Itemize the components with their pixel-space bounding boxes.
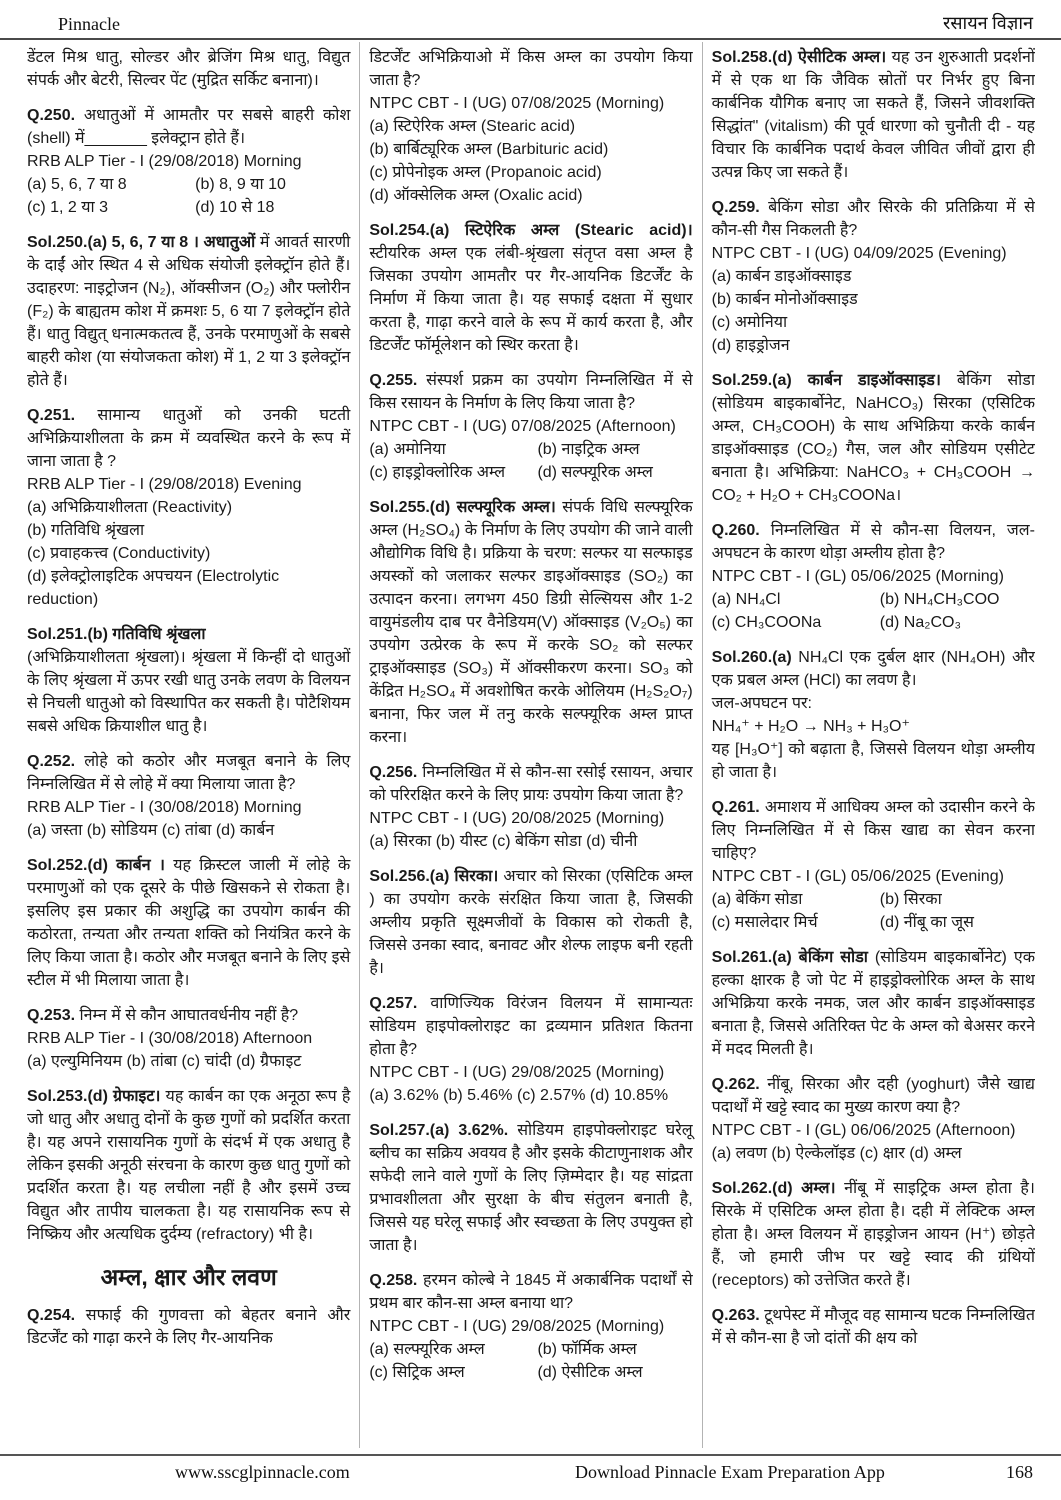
solution-line: NH₄⁺ + H₂O → NH₃ + H₃O⁺ (711, 718, 910, 735)
exam-source-line: NTPC CBT - I (GL) 05/06/2025 (Morning) (711, 568, 1004, 585)
option-item: (a) बेकिंग सोडा (711, 891, 803, 908)
options-line: (a) स्टिऐरिक अम्ल (Stearic acid) (369, 118, 576, 135)
solution-block: Sol.251.(b) गतिविधि श्रृंखला (27, 626, 206, 643)
site-url: www.sscglpinnacle.com (175, 1462, 350, 1482)
options-line: (b) कार्बन मोनोऑक्साइड (711, 291, 858, 308)
solution-paragraph: (अभिक्रियाशीलता श्रृंखला)। श्रृंखला में किन्हीं दो धातुओं के लिए श्रृंखला में ऊपर रखी धातु उनके लवण के विलयन से निचली धातुओ को विस्थापित कर सकती है। पोटैशियम सबसे अधिक क्रियाशील धातु है। (27, 649, 351, 735)
brand-label: Pinnacle (58, 14, 120, 34)
column-3 (702, 42, 1035, 1448)
option-item: (d) 10 से 18 (195, 199, 275, 216)
option-item: (c) मसालेदार मिर्च (711, 914, 818, 931)
options-line: (d) इलेक्ट्रोलाइटिक अपचयन (Electrolytic reduction) (27, 568, 280, 608)
solution-block: Sol.252.(d) कार्बन । यह क्रिस्टल जाली में लोहे के परमाणुओं को एक दूसरे के पीछे खिसकने से रोकता है। इसलिए इस प्रकार की अशुद्धि का उपयोग कार्बन की कठोरता, तन्यता और तन्यता शक्ति को नियंत्रित करने के लिए किया जाता है। कठोर और मजबूत बनाने के लिए इसे स्टील में भी मिलाया जाता है। (27, 857, 351, 989)
options-row (712, 588, 1035, 611)
page-number: 168 (1006, 1462, 1033, 1482)
question-block: Q.263. टूथपेस्ट में मौजूद वह सामान्य घटक निम्नलिखित में से कौन-सा है जो दांतों की क्षय को (711, 1307, 1035, 1347)
options-row (369, 1361, 692, 1384)
solution-block: Sol.261.(a) बेकिंग सोडा (सोडियम बाइकार्बोनेट) एक हल्का क्षारक है जो पेट में हाइड्रोक्लोरिक अम्ल के साथ अभिक्रिया करके नमक, जल और कार्बन डाइऑक्साइड बनाता है, जिससे अतिरिक्त पेट के अम्ल को बेअसर करने में मदद मिलती है। (711, 949, 1035, 1058)
option-item: (d) Na₂CO₃ (879, 614, 961, 631)
options-line: (c) अमोनिया (711, 314, 788, 331)
page-footer (0, 1458, 1061, 1492)
footer-divider (0, 1454, 1061, 1456)
option-item: (c) सिट्रिक अम्ल (369, 1364, 465, 1381)
solution-block: Sol.250.(a) 5, 6, 7 या 8 । अधातुओं में आवर्त सारणी के दाईं ओर स्थित 4 से अधिक संयोजी इलेक्ट्रॉन होते हैं। उदाहरण: नाइट्रोजन (N₂), ऑक्सीजन (O₂) और फ्लोरीन (F₂) के बाह्यतम कोश में क्रमशः 5, 6 या 7 इलेक्ट्रॉन होते हैं। धातु विद्युत् धनात्मकतत्व हैं, उनके परमाणुओं के सबसे बाहरी कोश (या संयोजकता कोश) में 1, 2 या 3 इलेक्ट्रॉन होते हैं। (27, 234, 351, 389)
options-row (27, 173, 350, 196)
solution-block: Sol.260.(a) NH₄Cl एक दुर्बल क्षार (NH₄OH) और एक प्रबल अम्ल (HCl) का लवण है। (711, 649, 1035, 689)
exam-source-line: NTPC CBT - I (UG) 29/08/2025 (Morning) (369, 1318, 665, 1335)
continuation-paragraph: डेंटल मिश्र धातु, सोल्डर और ब्रेजिंग मिश्र धातु, विद्युत संपर्क और बेटरी, सिल्वर पेंट (मुद्रित सर्किट बनाना)। (27, 49, 351, 89)
options-line: (b) गतिविधि श्रृंखला (27, 522, 145, 539)
options-line: (a) सिरका (b) यीस्ट (c) बेकिंग सोडा (d) चीनी (369, 833, 638, 850)
options-row (369, 438, 692, 461)
section-heading: अम्ल, क्षार और लवण (100, 1264, 277, 1290)
option-item: (a) NH₄Cl (711, 591, 781, 608)
options-line: (a) एल्युमिनियम (b) तांबा (c) चांदी (d) ग्रैफाइट (27, 1053, 302, 1070)
question-block: Q.256. निम्नलिखित में से कौन-सा रसोई रसायन, अचार को परिरक्षित करने के लिए प्रायः उपयोग किया जाता है? (369, 764, 693, 804)
option-item: (d) ऐसीटिक अम्ल (537, 1364, 643, 1381)
options-line: (a) लवण (b) ऐल्केलॉइड (c) क्षार (d) अम्ल (711, 1145, 962, 1162)
question-block: Q.262. नींबू, सिरका और दही (yoghurt) जैसे खाद्य पदार्थों में खट्टे स्वाद का मुख्य कारण क्या है? (711, 1076, 1035, 1116)
column-2 (359, 42, 701, 1448)
exam-source-line: NTPC CBT - I (UG) 20/08/2025 (Morning) (369, 810, 665, 827)
option-item: (a) सल्फ्यूरिक अम्ल (369, 1341, 485, 1358)
options-line: (a) कार्बन डाइऑक्साइड (711, 268, 852, 285)
question-block: Q.254. सफाई की गुणवत्ता को बेहतर बनाने और डिटर्जेंट को गाढ़ा करने के लिए गैर-आयनिक (27, 1307, 351, 1347)
solution-block: Sol.254.(a) स्टिऐरिक अम्ल (Stearic acid)। स्टीयरिक अम्ल एक लंबी-श्रृंखला संतृप्त वसा अम्ल है जिसका उपयोग आमतौर पर गैर-आयनिक डिटर्जेंट के निर्माण में किया जाता है। यह सफाई दक्षता में सुधार करता है, गाढ़ा करने वाले के रूप में कार्य करता है, और डिटर्जेंट फॉर्मूलेशन को स्थिर करता है। (369, 222, 693, 354)
option-item: (b) नाइट्रिक अम्ल (537, 441, 640, 458)
question-block: Q.257. वाणिज्यिक विरंजन विलयन में सामान्यतः सोडियम हाइपोक्लोराइट का द्रव्यमान प्रतिशत कितना होता है? (369, 995, 693, 1058)
subject-label: रसायन विज्ञान (943, 13, 1033, 33)
options-row (369, 1338, 692, 1361)
exam-source-line: RRB ALP Tier - I (30/08/2018) Afternoon (27, 1030, 313, 1047)
options-row (712, 888, 1035, 911)
option-item: (c) हाइड्रोक्लोरिक अम्ल (369, 464, 506, 481)
exam-source-line: NTPC CBT - I (UG) 29/08/2025 (Morning) (369, 1064, 665, 1081)
continuation-paragraph: Sol.258.(d) ऐसीटिक अम्ल। यह उन शुरुआती प्रदर्शनों में से एक था कि जैविक स्रोतों पर निर्भर हुए बिना कार्बनिक यौगिक बनाए जा सकते हैं, जिसने जीवशक्ति सिद्धांत" (vitalism) की पूर्व धारणा को चुनौती दी - यह विचार कि कार्बनिक पदार्थ केवल जीवित जीवों द्वारा ही उत्पन्न किए जा सकते हैं। (711, 49, 1035, 181)
solution-block: Sol.262.(d) अम्ल। नींबू में साइट्रिक अम्ल होता है। सिरके में एसिटिक अम्ल होता है। दही में लेक्टिक अम्ल होता है। अम्ल विलयन में हाइड्रोजन आयन (H⁺) छोड़ते हैं, जो हमारी जीभ पर खट्टे स्वाद की ग्रंथियों (receptors) को उत्तेजित करते हैं। (711, 1180, 1035, 1289)
solution-block: Sol.256.(a) सिरका। अचार को सिरका (एसिटिक अम्ल ) का उपयोग करके संरक्षित किया जाता है, जिसकी अम्लीय प्रकृति सूक्ष्मजीवों के विकास को रोकती है, जिससे उनका स्वाद, बनावट और शेल्फ लाइफ बनी रहती है। (369, 868, 693, 977)
question-block: Q.253. निम्न में से कौन आघातवर्धनीय नहीं है? (27, 1007, 299, 1024)
page-header (0, 0, 1061, 40)
exam-source-line: NTPC CBT - I (GL) 06/06/2025 (Afternoon) (711, 1122, 1016, 1139)
options-row (27, 196, 350, 219)
solution-block: Sol.255.(d) सल्फ्यूरिक अम्ल। संपर्क विधि सल्फ्यूरिक अम्ल (H₂SO₄) के निर्माण के लिए उपयोग की जाने वाली औद्योगिक विधि है। प्रक्रिया के चरण: सल्फर या सल्फाइड अयस्कों को जलाकर सल्फर डाइऑक्साइड (SO₂) का उत्पादन करना। लगभग 450 डिग्री सेल्सियस और 1-2 वायुमंडलीय दाब पर वैनेडियम(V) ऑक्साइड (V₂O₅) का उपयोग उत्प्रेरक के रूप में करके SO₂ को सल्फर ट्राइऑक्साइड (SO₃) में ऑक्सीकरण करना। SO₃ को केंद्रित H₂SO₄ में अवशोषित करके ओलियम (H₂S₂O₇) बनाना, फिर जल में तनु करके सल्फ्यूरिक अम्ल प्राप्त करना। (369, 499, 693, 746)
options-line: (d) ऑक्सेलिक अम्ल (Oxalic acid) (369, 187, 583, 204)
question-block: Q.258. हरमन कोल्बे ने 1845 में अकार्बनिक पदार्थों से प्रथम बार कौन-सा अम्ल बनाया था? (369, 1272, 693, 1312)
option-item: (c) CH₃COONa (711, 614, 822, 631)
question-block: Q.255. संस्पर्श प्रक्रम का उपयोग निम्नलिखित में से किस रसायन के निर्माण के लिए किया जाता है? (369, 372, 693, 412)
exam-source-line: NTPC CBT - I (UG) 07/08/2025 (Morning) (369, 95, 665, 112)
continuation-paragraph: डिटर्जेंट अभिक्रियाओ में किस अम्ल का उपयोग किया जाता है? (369, 49, 693, 89)
exam-source-line: NTPC CBT - I (UG) 04/09/2025 (Evening) (711, 245, 1007, 262)
page-content (27, 42, 1035, 1448)
question-block: Q.260. निम्नलिखित में से कौन-सा विलयन, जल-अपघटन के कारण थोड़ा अम्लीय होता है? (711, 522, 1035, 562)
options-row (369, 461, 692, 484)
solution-block: Sol.253.(d) ग्रेफाइट। यह कार्बन का एक अनूठा रूप है जो धातु और अधातु दोनों के कुछ गुणों को प्रदर्शित करता है। यह अपने रासायनिक गुणों के संदर्भ में एक अधातु है लेकिन इसकी अनूठी संरचना के कारण कुछ धातु गुणों को प्रदर्शित करता है। यह लचीला नहीं है और इसमें उच्च विद्युत और तापीय चालकता है। यह रासायनिक रूप से निष्क्रिय और अत्यधिक दुर्दम्य (refractory) भी है। (27, 1088, 351, 1243)
question-block: Q.251. सामान्य धातुओं को उनकी घटती अभिक्रियाशीलता के क्रम में व्यवस्थित करने के रूप में जाना जाता है ? (27, 407, 351, 470)
column-1 (27, 42, 359, 1448)
exam-source-line: RRB ALP Tier - I (29/08/2018) Morning (27, 153, 302, 170)
exam-source-line: NTPC CBT - I (UG) 07/08/2025 (Afternoon) (369, 418, 676, 435)
option-item: (a) 5, 6, 7 या 8 (27, 176, 127, 193)
options-line: (c) प्रवाहकत्त्व (Conductivity) (27, 545, 211, 562)
option-item: (c) 1, 2 या 3 (27, 199, 109, 216)
exam-source-line: NTPC CBT - I (GL) 05/06/2025 (Evening) (711, 868, 1004, 885)
option-item: (b) सिरका (879, 891, 942, 908)
question-block: Q.259. बेकिंग सोडा और सिरके की प्रतिक्रिया में से कौन-सी गैस निकलती है? (711, 199, 1035, 239)
option-item: (d) सल्फ्यूरिक अम्ल (537, 464, 653, 481)
question-block: Q.252. लोहे को कठोर और मजबूत बनाने के लिए निम्नलिखित में से लोहे में क्या मिलाया जाता है? (27, 753, 351, 793)
solution-block: Sol.259.(a) कार्बन डाइऑक्साइड। बेकिंग सोडा (सोडियम बाइकार्बोनेट, NaHCO₃) सिरका (एसिटिक अम्ल, CH₃COOH) के साथ अभिक्रिया करके कार्बन डाइऑक्साइड (CO₂) गैस, जल और सोडियम एसीटेट बनाता है। अभिक्रिया: NaHCO₃ + CH₃COOH → CO₂ + H₂O + CH₃COONa। (711, 372, 1035, 504)
options-row (712, 911, 1035, 934)
options-row (712, 611, 1035, 634)
option-item: (b) 8, 9 या 10 (195, 176, 286, 193)
question-block: Q.250. अधातुओं में आमतौर पर सबसे बाहरी कोश (shell) में_______ इलेक्ट्रान होते हैं। (27, 107, 351, 147)
option-item: (b) फॉर्मिक अम्ल (537, 1341, 637, 1358)
question-block: Q.261. अमाशय में आधिक्य अम्ल को उदासीन करने के लिए निम्नलिखित में से किस खाद्य का सेवन करना चाहिए? (711, 799, 1035, 862)
option-item: (d) नींबू का जूस (879, 914, 974, 931)
option-item: (b) NH₄CH₃COO (879, 591, 1000, 608)
options-line: (b) बार्बिट्यूरिक अम्ल (Barbituric acid) (369, 141, 609, 158)
options-line: (a) 3.62% (b) 5.46% (c) 2.57% (d) 10.85% (369, 1087, 669, 1104)
app-promo: Download Pinnacle Exam Preparation App (575, 1462, 885, 1482)
options-line: (a) अभिक्रियाशीलता (Reactivity) (27, 499, 233, 516)
options-line: (a) जस्ता (b) सोडियम (c) तांबा (d) कार्बन (27, 822, 275, 839)
options-line: (d) हाइड्रोजन (711, 337, 790, 354)
solution-paragraph: यह [H₃O⁺] को बढ़ाता है, जिससे विलयन थोड़ा अम्लीय हो जाता है। (711, 741, 1035, 781)
exam-source-line: RRB ALP Tier - I (30/08/2018) Morning (27, 799, 302, 816)
solution-block: Sol.257.(a) 3.62%. सोडियम हाइपोक्लोराइट घरेलू ब्लीच का सक्रिय अवयव है और इसके कीटाणुनाशक और सफेदी लाने वाले गुणों के लिए ज़िम्मेदार है। यह सांद्रता प्रभावशीलता और सुरक्षा के बीच संतुलन बनाती है, जिससे यह घरेलू सफाई और स्वच्छता के लिए उपयुक्त हो जाता है। (369, 1122, 693, 1254)
options-line: (c) प्रोपेनोइक अम्ल (Propanoic acid) (369, 164, 602, 181)
exam-source-line: RRB ALP Tier - I (29/08/2018) Evening (27, 476, 302, 493)
solution-line: जल-अपघटन पर: (711, 695, 812, 712)
option-item: (a) अमोनिया (369, 441, 446, 458)
